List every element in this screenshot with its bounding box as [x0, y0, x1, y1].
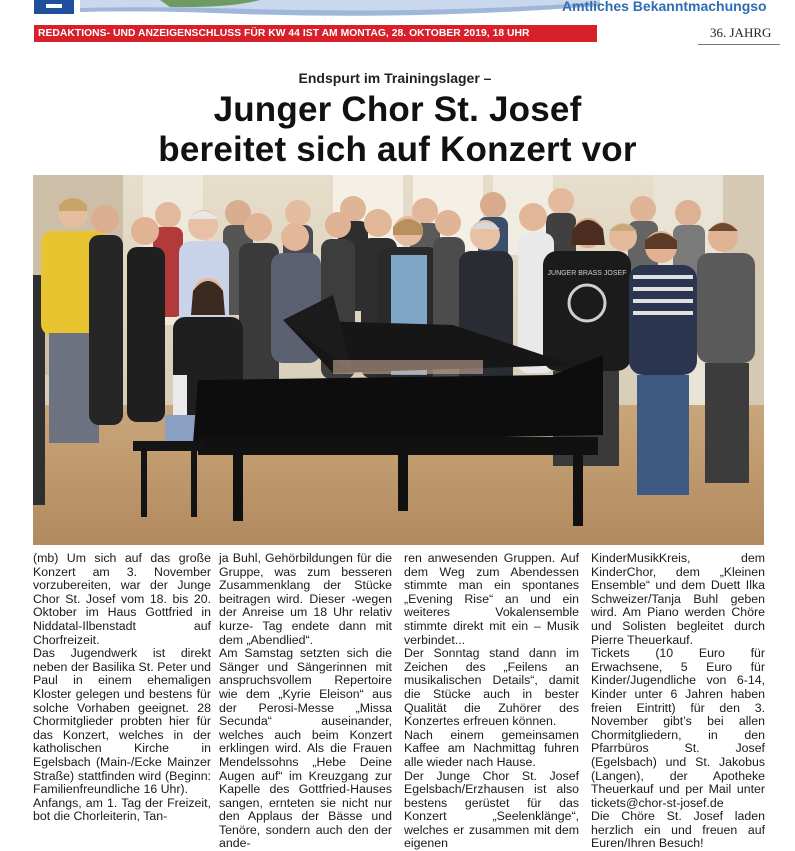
article-column-4 [591, 552, 765, 851]
column-3-paragraph: Nach einem gemeinsamen Kaffee am Nachmittag fuhren alle wieder nach Hause. [404, 729, 579, 770]
column-3-paragraph: Der Junge Chor St. Josef Egelsbach/Erzhausen ist also bestens gerüstet für das Konzert „Seelenklänge“, welches er zusammen mit dem eigenen [404, 770, 579, 851]
column-3-paragraph: ren anwesenden Gruppen. Auf dem Weg zum Abendessen stimmte man ein spontanes „Evening Rise“ an und ein weiteres Vokalensemble stimmte direkt mit ein – Musik verbindet... [404, 552, 579, 647]
choir-group-photo [33, 175, 764, 545]
photo-shirt-print: JUNGER BRASS JOSEF [548, 270, 627, 277]
column-1-paragraph: Das Jugendwerk ist direkt neben der Basilika St. Peter und Paul in einem ehemaligen Kloster gelegen und bestens für solche Vorhaben geeignet. 28 Chormitglieder probten hier für das Konzert, welches in der katholischen Kirche in Egelsbach (Main-/Ecke Mainzer Straße) stattfinden wird (Beginn: Familienfreundliche 16 Uhr). [33, 647, 211, 797]
column-2-paragraph: Am Samstag setzten sich die Sänger und Sängerinnen mit anspruchsvollem Repertoire wie dem „Kyrie Eleison“ aus der Perosi-Messe „Missa Secunda“ auseinander, welches auch beim Konzert erklingen wird. Als die Frauen Mendelssohns „Hebe Deine Augen auf“ im Kreuzgang zur Kapelle des Gottfried-Hauses sangen, ernteten sie nicht nur den Applaus der Bässe und Tenöre, sondern auch den der ande- [219, 647, 392, 851]
headline-line-2: bereitet sich auf Konzert vor [0, 130, 795, 170]
column-4-paragraph: Tickets (10 Euro für Erwachsene, 5 Euro für Kinder/Jugendliche von 6-14, Kinder unter 6 Jahren haben freien Eintritt) für den 3. November gibt’s bei allen Chormitgliedern, in den Pfarrbüros St. Josef (Egelsbach) und St. Jakobus (Langen), der Apotheke Theuerkauf und per Mail unter tickets@chor-st-josef.de [591, 647, 765, 810]
article-headline [0, 90, 795, 170]
column-4-paragraph: KinderMusikKreis, dem KinderChor, dem „Kleinen Ensemble“ und dem Duett Ilka Schweizer/Tanja Buhl geben wird. Am Piano werden Chöre und Solisten begleitet durch Pierre Theuerkauf. [591, 552, 765, 647]
column-1-paragraph: (mb) Um sich auf das große Konzert am 3. November vorzubereiten, war der Junge Chor St. Josef vom 18. bis 20. Oktober im Haus Gottfried in Niddatal-Ilbenstadt auf Chorfreizeit. [33, 552, 211, 647]
article-kicker: Endspurt im Trainingslager – [0, 70, 790, 86]
volume-label: 36. JAHRG [710, 25, 771, 41]
article-column-1 [33, 552, 211, 824]
choir-photo-illustration [33, 175, 764, 545]
deadline-notice-bar: REDAKTIONS- UND ANZEIGENSCHLUSS FÜR KW 44 IST AM MONTAG, 28. OKTOBER 2019, 18 UHR [34, 25, 597, 42]
masthead [0, 0, 780, 50]
column-2-paragraph: ja Buhl, Gehörbildungen für die Gruppe, was zum besseren Zusammenklang der Stücke beitragen wird. Dieser -wegen der Anreise um 18 Uhr relativ kurze- Tag endete dann mit dem „Abendlied“. [219, 552, 392, 647]
article-column-2 [219, 552, 392, 851]
publication-title: Amtliches Bekanntmachungso [562, 0, 767, 14]
masthead-logo-block [34, 0, 74, 14]
column-3-paragraph: Der Sonntag stand dann im Zeichen des „Feilens an musikalischen Details“, damit die Stücke auch in bester Qualität die Zuhörer des Konzertes erfreuen können. [404, 647, 579, 729]
headline-line-1: Junger Chor St. Josef [0, 90, 795, 130]
column-1-paragraph: Anfangs, am 1. Tag der Freizeit, bot die Chorleiterin, Tan- [33, 797, 211, 824]
header-rule [698, 44, 780, 45]
article-column-3 [404, 552, 579, 851]
column-4-paragraph: Die Chöre St. Josef laden herzlich ein und freuen auf Euren/Ihren Besuch! [591, 810, 765, 851]
masthead-swoosh-graphic [0, 0, 600, 22]
